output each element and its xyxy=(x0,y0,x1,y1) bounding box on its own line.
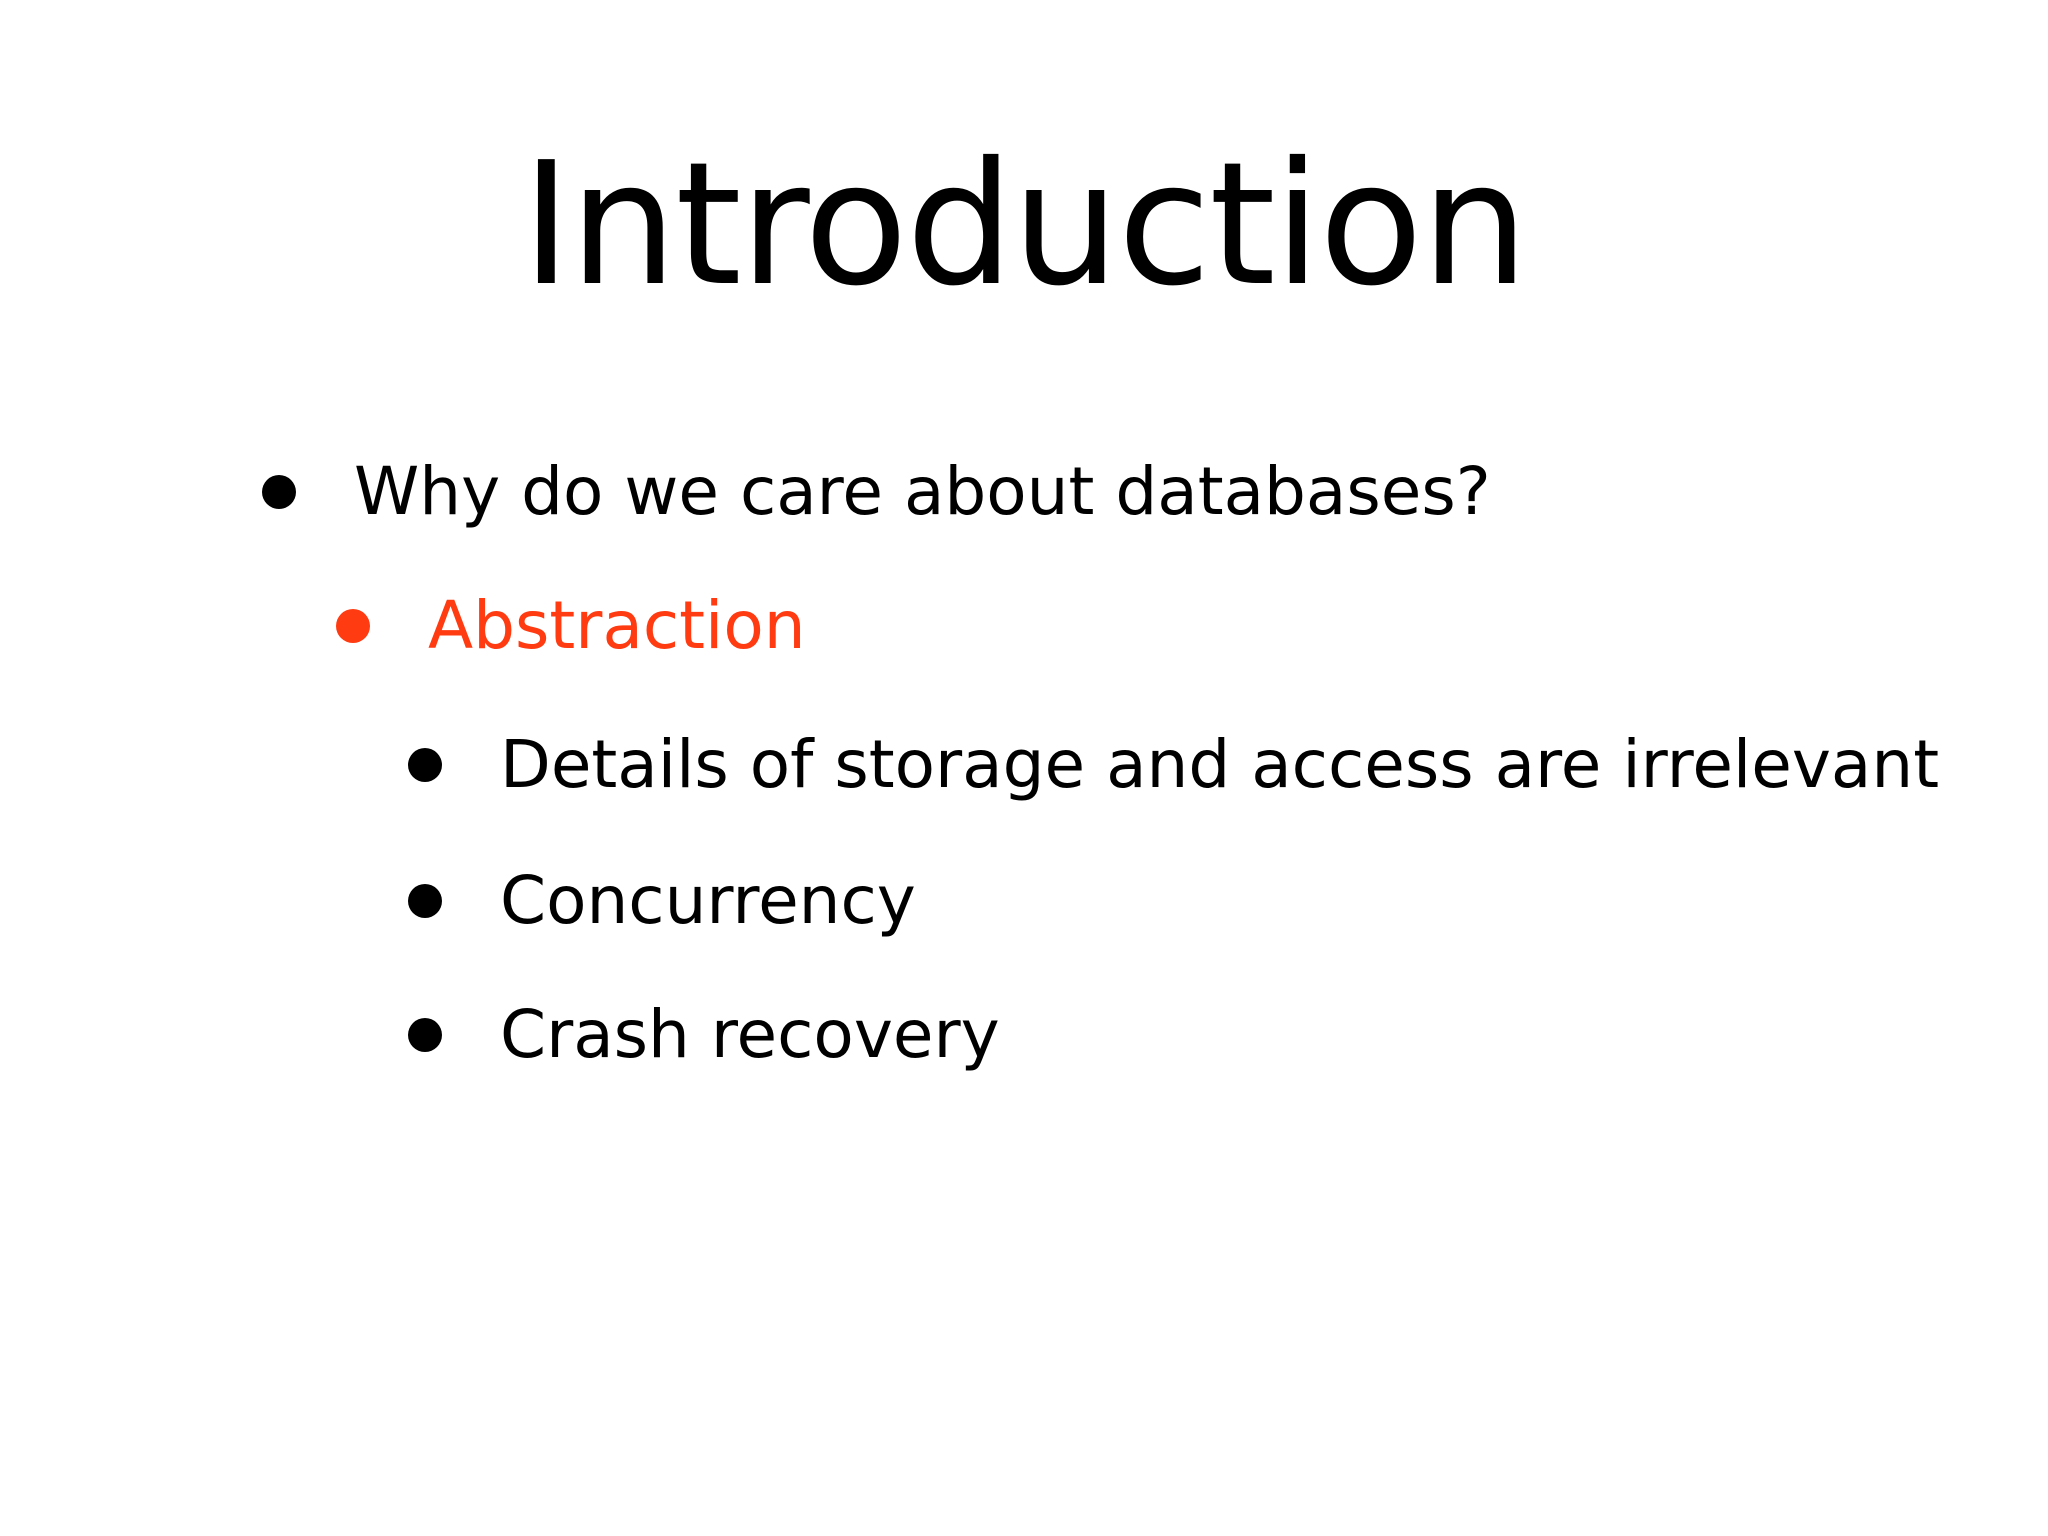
bullet-text: Crash recovery xyxy=(500,996,1000,1073)
bullet-item-level-3 xyxy=(408,975,2008,1095)
bullet-dot-icon xyxy=(408,884,442,918)
bullet-item-level-2-highlighted xyxy=(336,566,1936,686)
bullet-text: Details of storage and access are irrelevant xyxy=(500,726,1940,803)
bullet-item-level-3 xyxy=(408,841,2008,961)
bullet-text: Why do we care about databases? xyxy=(354,453,1491,530)
bullet-dot-icon xyxy=(408,748,442,782)
bullet-item-level-1 xyxy=(262,432,1862,552)
bullet-dot-icon xyxy=(262,475,296,509)
bullet-dot-icon xyxy=(408,1018,442,1052)
bullet-item-level-3 xyxy=(408,705,2008,825)
bullet-dot-icon xyxy=(336,609,370,643)
slide-title: Introduction xyxy=(521,126,1527,324)
bullet-text: Concurrency xyxy=(500,862,916,939)
bullet-text: Abstraction xyxy=(428,587,806,664)
